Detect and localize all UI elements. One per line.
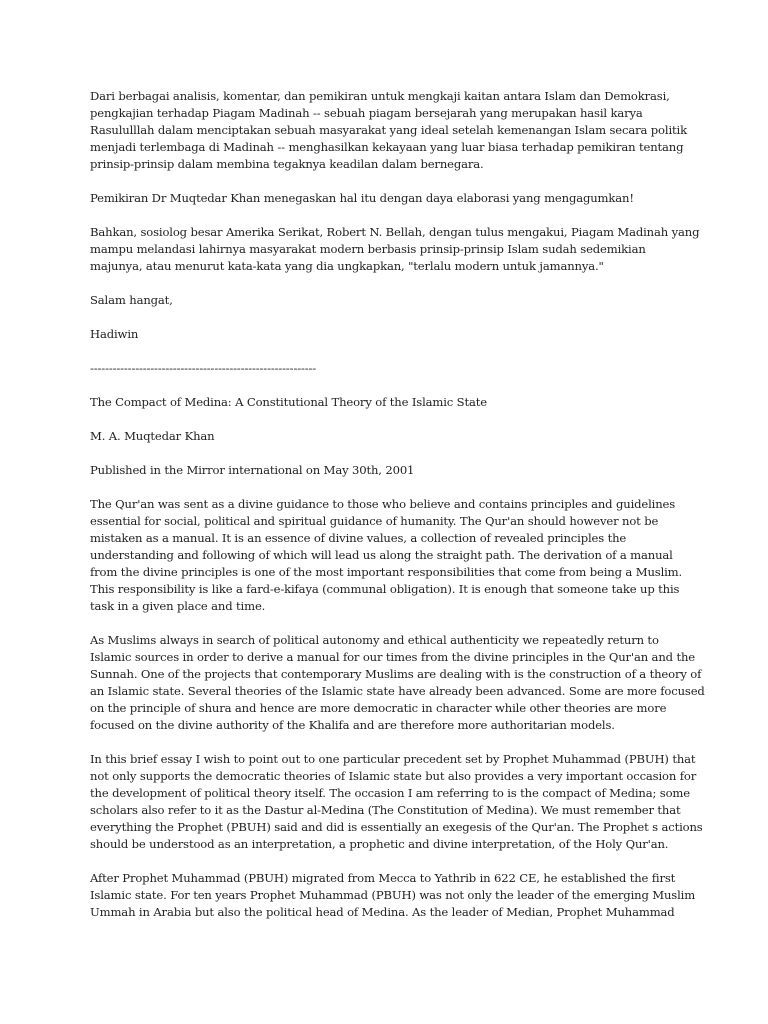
- text-line: Pemikiran Dr Muqtedar Khan menegaskan hal itu dengan daya elaborasi yang mengagumkan!: [90, 191, 634, 205]
- text-line: essential for social, political and spiritual guidance of humanity. The Qur'an should however not be: [90, 514, 659, 528]
- text-line: majunya, atau menurut kata-kata yang dia ungkapkan, "terlalu modern untuk jamannya.": [90, 259, 604, 273]
- text-line: Islamic sources in order to derive a manual for our times from the divine principles in the Qur'an and the: [90, 650, 695, 664]
- text-line: pengkajian terhadap Piagam Madinah -- sebuah piagam bersejarah yang merupakan hasil karya: [90, 106, 643, 120]
- text-line: Published in the Mirror international on May 30th, 2001: [90, 463, 415, 477]
- text-line: from the divine principles is one of the most important responsibilities that come from being a Muslim.: [90, 565, 683, 579]
- bellah-paragraph: [90, 224, 700, 275]
- text-line: This responsibility is like a fard-e-kifaya (communal obligation). It is enough that someone take up this: [90, 582, 680, 596]
- salutation: [90, 292, 680, 309]
- text-line: an Islamic state. Several theories of the Islamic state have already been advanced. Some are more focused: [90, 684, 705, 698]
- text-line: Hadiwin: [90, 327, 139, 341]
- body-paragraph-migration: [90, 870, 696, 921]
- text-line: prinsip-prinsip dalam membina tegaknya keadilan dalam bernegara.: [90, 157, 484, 171]
- article-author: [90, 428, 680, 445]
- text-line: task in a given place and time.: [90, 599, 266, 613]
- body-paragraph-muslims: [90, 632, 705, 734]
- text-line: After Prophet Muhammad (PBUH) migrated from Mecca to Yathrib in 622 CE, he established the first: [90, 871, 676, 885]
- text-line: Sunnah. One of the projects that contemporary Muslims are dealing with is the construction of a theory of: [90, 667, 702, 681]
- article-title: [90, 394, 680, 411]
- text-line: The Qur'an was sent as a divine guidance to those who believe and contains principles and guidelines: [90, 497, 676, 511]
- text-line: Bahkan, sosiolog besar Amerika Serikat, Robert N. Bellah, dengan tulus mengakui, Piagam Madinah yang: [90, 225, 700, 239]
- signature: [90, 326, 680, 343]
- elaboration-paragraph: [90, 190, 680, 207]
- text-line: menjadi terlembaga di Madinah -- menghasilkan kekayaan yang luar biasa terhadap pemikiran tentang: [90, 140, 684, 154]
- document-page: [90, 88, 705, 938]
- text-line: scholars also refer to it as the Dastur al-Medina (The Constitution of Medina). We must remember that: [90, 803, 681, 817]
- separator-line: [90, 360, 680, 377]
- text-line: the development of political theory itself. The occasion I am referring to is the compact of Medina; some: [90, 786, 690, 800]
- text-line: Ummah in Arabia but also the political head of Medina. As the leader of Median, Prophet Muhammad: [90, 905, 675, 919]
- text-line: As Muslims always in search of political autonomy and ethical authenticity we repeatedly return to: [90, 633, 659, 647]
- text-line: In this brief essay I wish to point out to one particular precedent set by Prophet Muhammad (PBUH) that: [90, 752, 696, 766]
- text-line: focused on the divine authority of the Khalifa and are therefore more authoritarian models.: [90, 718, 615, 732]
- text-line: Salam hangat,: [90, 293, 173, 307]
- text-line: The Compact of Medina: A Constitutional Theory of the Islamic State: [90, 395, 487, 409]
- text-line: mistaken as a manual. It is an essence of divine values, a collection of revealed principles the: [90, 531, 627, 545]
- text-line: Islamic state. For ten years Prophet Muhammad (PBUH) was not only the leader of the emerging Muslim: [90, 888, 696, 902]
- publication-info: [90, 462, 680, 479]
- body-paragraph-quran: [90, 496, 683, 615]
- text-line: M. A. Muqtedar Khan: [90, 429, 215, 443]
- intro-paragraph: [90, 88, 687, 173]
- text-line: should be understood as an interpretation, a prophetic and divine interpretation, of the Holy Qur'an.: [90, 837, 669, 851]
- text-line: everything the Prophet (PBUH) said and did is essentially an exegesis of the Qur'an. The Prophet s actions: [90, 820, 703, 834]
- text-line: understanding and following of which will lead us along the straight path. The derivation of a manual: [90, 548, 673, 562]
- text-line: not only supports the democratic theories of Islamic state but also provides a very important occasion for: [90, 769, 697, 783]
- text-line: mampu melandasi lahirnya masyarakat modern berbasis prinsip-prinsip Islam sudah sedemikian: [90, 242, 646, 256]
- body-paragraph-essay: [90, 751, 703, 853]
- text-line: Rasululllah dalam menciptakan sebuah masyarakat yang ideal setelah kemenangan Islam secara politik: [90, 123, 687, 137]
- text-line: on the principle of shura and hence are more democratic in character while other theories are more: [90, 701, 667, 715]
- text-line: Dari berbagai analisis, komentar, dan pemikiran untuk mengkaji kaitan antara Islam dan Demokrasi,: [90, 89, 670, 103]
- text-line: ------------------------------------------------------------: [90, 361, 317, 375]
